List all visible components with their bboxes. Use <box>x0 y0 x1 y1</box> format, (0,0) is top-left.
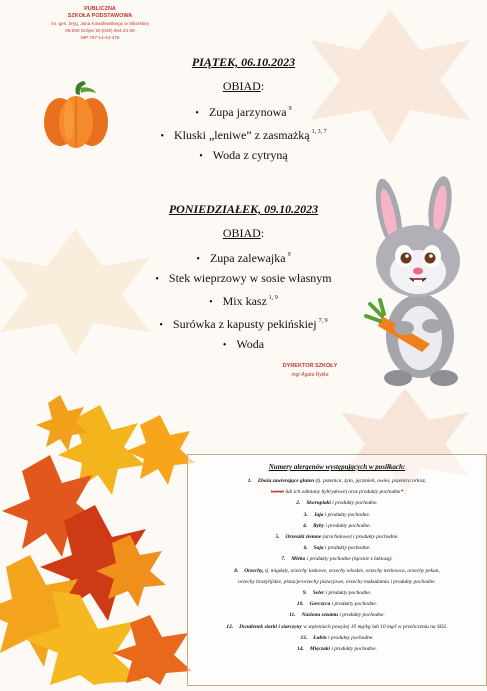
friday-obiad-label: OBIAD: <box>222 79 265 93</box>
allergen-number: 1. <box>247 478 252 484</box>
allergen-name: Soja <box>313 545 324 552</box>
allergen-description: i produkty pochodne. <box>332 500 378 507</box>
allergen-item <box>194 543 480 554</box>
menu-item-name: Woda z cytryną <box>212 148 288 162</box>
allergen-name: Orzeszki ziemne <box>285 534 322 541</box>
menu-item-name: Mix kasz <box>222 294 267 308</box>
allergen-description: i produkty pochodne. <box>325 590 372 597</box>
menu-item-name: Surówka z kapusty pekińskiej <box>172 317 317 331</box>
allergen-description: orzechy brazylijskie, pistacje/orzechy pistacjowe, orzechy makadamia i produkty pochodne. <box>238 578 436 585</box>
allergen-item <box>194 577 480 588</box>
allergen-name: Gorczyca <box>309 601 331 608</box>
director-signature <box>250 362 370 380</box>
allergen-number: 13. <box>300 634 308 641</box>
menu-item-allergens: 1, 9 <box>268 295 278 301</box>
director-name: mgr Agata Rytka <box>291 372 329 378</box>
allergen-description: i produkty pochodne. <box>324 511 371 518</box>
director-title: DYREKTOR SZKOŁY <box>282 363 338 369</box>
allergen-number: 5. <box>275 534 280 541</box>
school-header-line: NIP 797-14-44-476 <box>80 35 120 40</box>
allergen-legend-title: Numery alergenów występujących w posiłkach: <box>268 463 406 471</box>
allergen-item <box>194 566 480 577</box>
allergen-item <box>194 644 480 655</box>
monday-title: PONIEDZIAŁEK, 09.10.2023 <box>168 202 319 216</box>
allergen-item <box>194 622 480 633</box>
allergen-description: w stężeniach powyżej 10 mg/kg lub 10 mg/l w przeliczeniu na SO2. <box>303 623 448 630</box>
allergen-item <box>194 588 480 599</box>
allergen-list <box>188 476 486 655</box>
allergen-item <box>194 554 480 565</box>
school-header-line: 05-600 Grójec tel.(048) 664-24-29 <box>65 28 135 33</box>
allergen-item <box>194 510 480 521</box>
allergen-name: Skorupiaki <box>306 500 331 507</box>
allergen-name: Dwutlenek siarki i siarczyny <box>239 623 302 630</box>
allergen-number: 4. <box>303 522 308 529</box>
allergen-description: i produkty pochodne. <box>331 601 378 608</box>
allergen-description: i produkty pochodne. <box>331 646 377 653</box>
allergen-description: tj. migdały, orzechy laskowe, orzechy włoskie, orzechy nerkowca, orzechy pekan, <box>265 567 440 574</box>
obiad-label-text: OBIAD <box>222 226 261 240</box>
allergen-name: Mięczaki <box>309 646 330 653</box>
allergen-description: i produkty pochodne. <box>325 522 371 529</box>
allergen-description: i produkty pochodne. <box>324 545 371 552</box>
friday-menu <box>0 100 487 166</box>
allergen-description: i produkty pochodne. <box>339 612 385 619</box>
menu-item-allergens: 9 <box>288 106 292 112</box>
allergen-name: Ryby <box>313 522 325 529</box>
menu-item <box>0 123 487 146</box>
monday-obiad-label: OBIAD: <box>222 226 265 240</box>
allergen-item <box>194 633 480 644</box>
allergen-number: 3. <box>303 511 308 518</box>
allergen-name: Seler <box>312 590 325 597</box>
menu-item-name: Stek wieprzowy w sosie własnym <box>168 271 332 285</box>
allergen-item <box>194 532 480 543</box>
allergen-number: 12. <box>226 623 234 630</box>
allergen-item <box>194 599 480 610</box>
allergen-number: 14. <box>297 646 304 653</box>
friday-title: PIĄTEK, 06.10.2023 <box>191 55 296 69</box>
menu-item-allergens: 7, 9 <box>318 318 328 324</box>
allergen-item <box>194 498 480 509</box>
allergen-item <box>194 487 480 498</box>
allergen-number: 11. <box>289 612 296 619</box>
allergen-description: (tj. pszenica, żyto, jęczmień, owies, pszenica orkisz, <box>315 478 427 484</box>
allergen-number: 2. <box>296 500 301 507</box>
obiad-label-text: OBIAD <box>222 79 261 93</box>
allergen-number: 6. <box>303 545 308 552</box>
school-header <box>40 6 160 41</box>
school-header-line: PUBLICZNA <box>84 6 116 12</box>
allergen-legend-box <box>187 454 487 686</box>
menu-item <box>0 146 487 166</box>
allergen-number: 10. <box>296 601 304 608</box>
menu-item <box>0 100 487 123</box>
allergen-name: Zboża zawierające gluten <box>257 478 315 484</box>
menu-item-allergens: 1, 3, 7 <box>311 129 327 135</box>
menu-item-allergens: 9 <box>287 252 291 258</box>
menu-item-name: Zupa zalewajka <box>209 251 286 265</box>
allergen-number: 8. <box>234 567 239 574</box>
allergen-name: Łubin <box>313 634 327 641</box>
school-header-line: SZKOŁA PODSTAWOWA <box>67 13 133 19</box>
menu-item-name: Zupa jarzynowa <box>208 105 287 119</box>
allergen-name: Mleko <box>291 556 306 563</box>
allergen-description: i produkty pochodne. <box>328 634 374 641</box>
bunny-illustration <box>352 176 477 391</box>
school-header-line: im. gen. bryg. Jana Kowalewskiego w Sikorskiej <box>51 21 149 26</box>
allergen-item <box>194 476 480 487</box>
autumn-leaves-illustration <box>0 385 200 685</box>
allergen-name: Orzechy, <box>244 567 264 574</box>
allergen-struck-word: kamut <box>270 489 285 496</box>
menu-item-name: Woda <box>236 337 265 351</box>
allergen-number: 7. <box>281 556 286 563</box>
allergen-description: (arachidowe) i produkty pochodne. <box>322 534 399 541</box>
allergen-description: lub ich odmiany hybrydowe) oraz produkty pochodne* <box>285 489 404 496</box>
allergen-name: Nasiona sezamu <box>301 612 339 619</box>
menu-item-name: Kluski „leniwe” z zasmażką <box>173 128 310 142</box>
allergen-item <box>194 610 480 621</box>
allergen-description: i produkty pochodne (łącznie z laktozą). <box>306 556 393 563</box>
allergen-number: 9. <box>302 590 307 597</box>
allergen-name: Jaja <box>313 511 324 518</box>
allergen-item <box>194 521 480 532</box>
